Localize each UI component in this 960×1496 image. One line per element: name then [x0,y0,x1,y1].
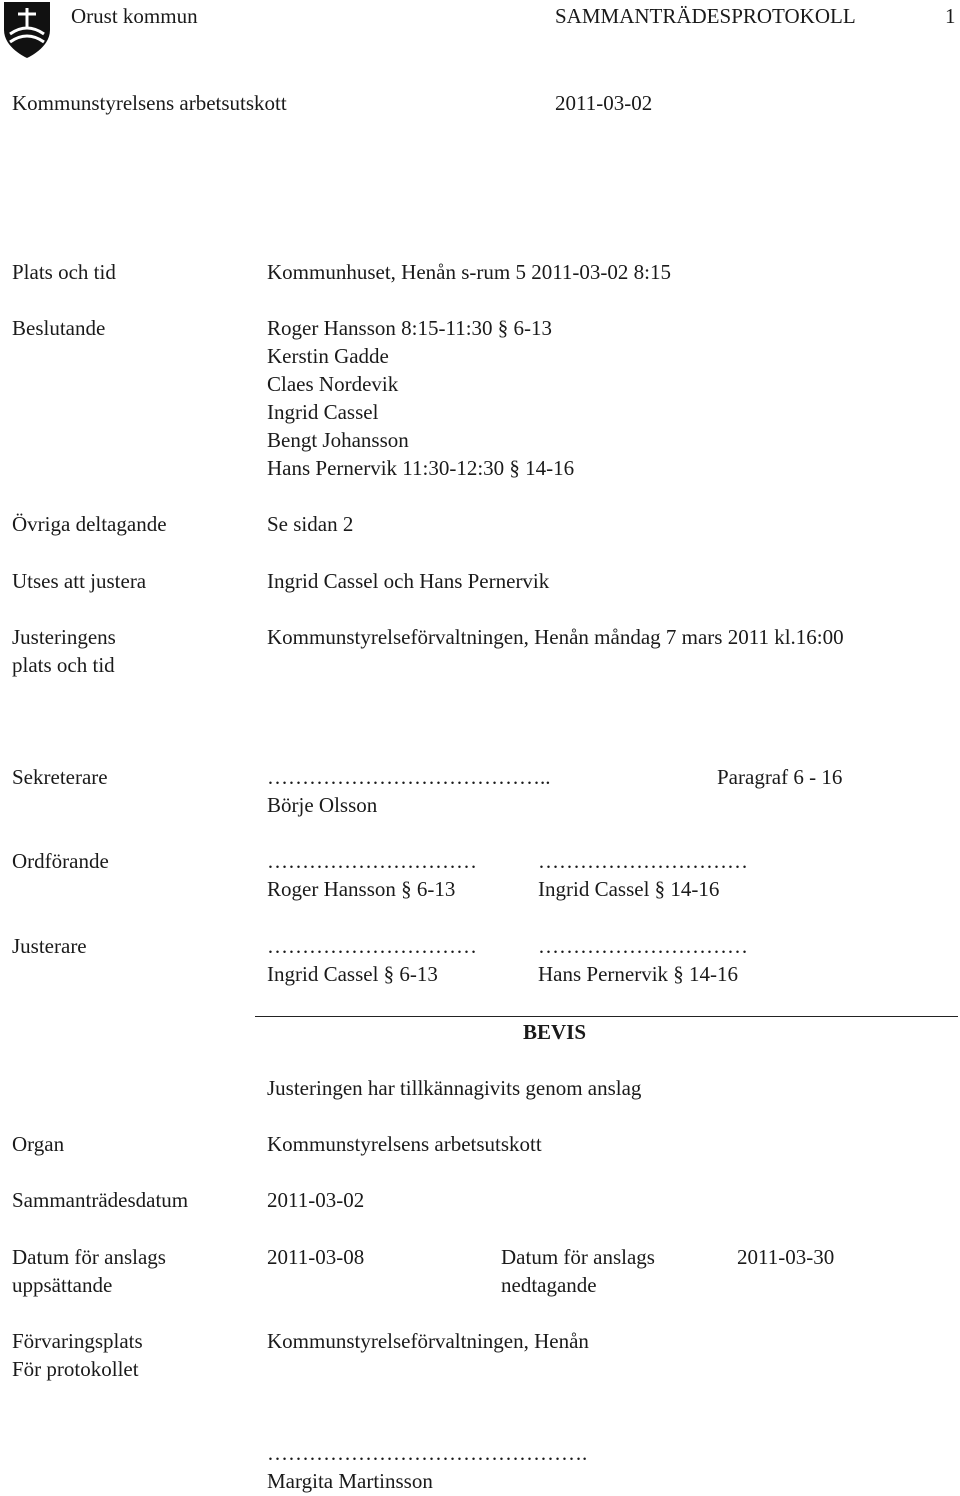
chair-signature-line-1: ………………………… [267,849,477,873]
storage-label: Förvaringsplats [12,1329,143,1353]
signer-signature-line: ………………………………………. [267,1441,588,1465]
storage-label-2: För protokollet [12,1357,139,1381]
decision-maker: Hans Pernervik 11:30-12:30 § 14-16 [267,456,575,480]
decision-maker: Roger Hansson 8:15-11:30 § 6-13 [267,316,553,340]
chair-name-1: Roger Hansson § 6-13 [267,877,456,901]
certificate-divider [255,1016,958,1017]
adjuster-signature-line-1: ………………………… [267,934,477,958]
other-participants-label: Övriga deltagande [12,512,167,536]
meeting-date-value: 2011-03-02 [267,1188,365,1212]
adjust-place-label: Justeringens [12,625,116,649]
removed-date-label: Datum för anslags [501,1245,655,1269]
adjust-place-label-2: plats och tid [12,653,115,677]
secretary-signature-line: ………………………………….. [267,765,551,789]
decision-maker: Ingrid Cassel [267,400,379,424]
place-time-value: Kommunhuset, Henån s-rum 5 2011-03-02 8:15 [267,260,672,284]
decision-maker: Claes Nordevik [267,372,399,396]
secretary-label: Sekreterare [12,765,108,789]
chair-signature-line-2: ………………………… [538,849,748,873]
chair-name-2: Ingrid Cassel § 14-16 [538,877,720,901]
adjuster-name-1: Ingrid Cassel § 6-13 [267,962,438,986]
decision-makers-label: Beslutande [12,316,106,340]
certificate-statement: Justeringen har tillkännagivits genom anslag [267,1076,642,1100]
place-time-label: Plats och tid [12,260,116,284]
adjust-place-value: Kommunstyrelseförvaltningen, Henån måndag 7 mars 2011 kl.16:00 [267,625,844,649]
other-participants-value: Se sidan 2 [267,512,354,536]
protocol-date: 2011-03-02 [555,91,653,115]
certificate-title: BEVIS [523,1020,587,1044]
adjuster-label: Justerare [12,934,87,958]
municipality-name: Orust kommun [71,4,198,28]
meeting-date-label: Sammanträdesdatum [12,1188,189,1212]
decision-maker: Bengt Johansson [267,428,409,452]
document-type: SAMMANTRÄDESPROTOKOLL [555,4,856,28]
organ-value: Kommunstyrelsens arbetsutskott [267,1132,542,1156]
decision-maker: Kerstin Gadde [267,344,389,368]
posted-date-label-2: uppsättande [12,1273,113,1297]
adjuster-signature-line-2: ………………………… [538,934,748,958]
adjuster-name-2: Hans Pernervik § 14-16 [538,962,739,986]
paragraph-range: Paragraf 6 - 16 [717,765,843,789]
storage-value: Kommunstyrelseförvaltningen, Henån [267,1329,589,1353]
page-number: 1 [945,4,956,28]
chair-label: Ordförande [12,849,109,873]
removed-date-value: 2011-03-30 [737,1245,835,1269]
posted-date-label: Datum för anslags [12,1245,166,1269]
secretary-name: Börje Olsson [267,793,378,817]
municipality-crest-icon [2,0,52,60]
adjusters-label: Utses att justera [12,569,147,593]
committee-name: Kommunstyrelsens arbetsutskott [12,91,287,115]
adjusters-value: Ingrid Cassel och Hans Pernervik [267,569,550,593]
removed-date-label-2: nedtagande [501,1273,597,1297]
posted-date-value: 2011-03-08 [267,1245,365,1269]
signer-name: Margita Martinsson [267,1469,433,1493]
organ-label: Organ [12,1132,65,1156]
